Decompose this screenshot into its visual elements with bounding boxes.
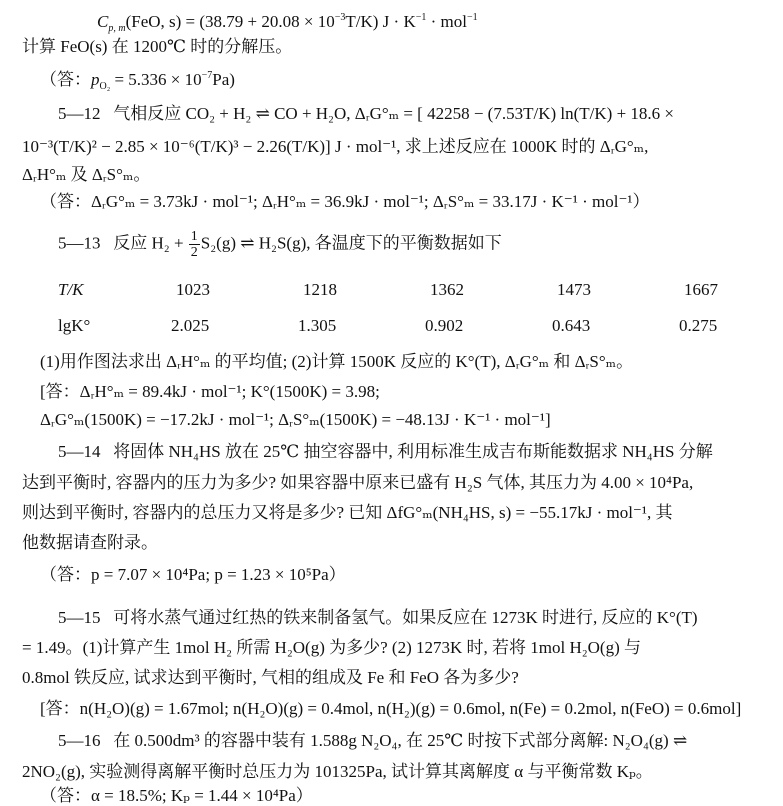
cp-unit-mol: · mol bbox=[426, 12, 467, 31]
answer-value: = 5.336 × 10 bbox=[110, 70, 202, 89]
problem-number: 5—13 bbox=[58, 233, 101, 253]
problem-5-12-line-3: ΔᵣH°ₘ 及 ΔᵣS°ₘ。 bbox=[22, 165, 151, 184]
cp-tail: T/K) J · K bbox=[345, 12, 416, 31]
problem-5-15-answer: [答：n(H₂O)(g) = 1.67mol; n(H₂O)(g) = 0.4mol, n(H₂)(g) = 0.6mol, n(Fe) = 0.2mol, n(FeO) = 0.6mol] bbox=[40, 699, 742, 718]
table-cell-lgk-2: 1.305 bbox=[298, 316, 337, 335]
answer-subscript: O₂ bbox=[99, 81, 111, 92]
table-cell-t-1: 1023 bbox=[176, 280, 210, 299]
cp-unit-exp2: −1 bbox=[466, 12, 478, 23]
answer-variable: p bbox=[91, 70, 100, 89]
problem-5-12-answer: （答：ΔᵣG°ₘ = 3.73kJ · mol⁻¹; ΔᵣH°ₘ = 36.9kJ · mol⁻¹; ΔᵣS°ₘ = 33.17J · K⁻¹ · mol⁻¹） bbox=[40, 192, 650, 211]
problem-number: 5—16 bbox=[58, 731, 101, 750]
table-cell-t-5: 1667 bbox=[684, 280, 718, 299]
cp-expression: (38.79 + 20.08 × 10 bbox=[199, 12, 335, 31]
answer-exponent: −7 bbox=[201, 70, 213, 81]
problem-5-13-answer-1: [答：ΔᵣH°ₘ = 89.4kJ · mol⁻¹; K°(1500K) = 3.98; bbox=[40, 382, 380, 401]
problem-5-16-line-2: 2NO₂(g), 实验测得离解平衡时总压力为 101325Pa, 试计算其离解度 α 与平衡常数 Kₚ。 bbox=[22, 762, 653, 781]
problem-5-13-line-1 bbox=[58, 229, 502, 260]
problem-5-13-questions: (1)用作图法求出 ΔᵣH°ₘ 的平均值; (2)计算 1500K 反应的 K°(T), ΔᵣG°ₘ 和 ΔᵣS°ₘ。 bbox=[40, 352, 634, 371]
table-cell-lgk-1: 2.025 bbox=[171, 316, 210, 335]
problem-text: 在 0.500dm³ 的容器中装有 1.588g N₂O₄, 在 25℃ 时按下式部分离解: N₂O₄(g) ⇌ bbox=[113, 731, 688, 750]
problem-text: 气相反应 CO₂ + H₂ ⇌ CO + H₂O, ΔᵣG°ₘ = [ 42258 − (7.53T/K) ln(T/K) + 18.6 × bbox=[113, 104, 674, 123]
problem-text-post: S₂(g) ⇌ H₂S(g), 各温度下的平衡数据如下 bbox=[200, 233, 502, 253]
problem-5-15-line-2: = 1.49。(1)计算产生 1mol H₂ 所需 H₂O(g) 为多少? (2) 1273K 时, 若将 1mol H₂O(g) 与 bbox=[22, 638, 642, 657]
problem-5-14-answer: （答：p = 7.07 × 10⁴Pa; p = 1.23 × 10⁵Pa） bbox=[40, 565, 346, 584]
table-cell-t-4: 1473 bbox=[557, 280, 591, 299]
cp-subscript: p, m bbox=[108, 23, 126, 34]
table-header-lgk: lgK° bbox=[58, 316, 91, 335]
table-cell-lgk-4: 0.643 bbox=[552, 316, 591, 335]
problem-5-12-line-2: 10⁻³(T/K)² − 2.85 × 10⁻⁶(T/K)³ − 2.26(T/K)] J · mol⁻¹, 求上述反应在 1000K 时的 ΔᵣG°ₘ, bbox=[22, 137, 649, 156]
problem-text-pre: 反应 H₂ + bbox=[113, 233, 188, 253]
fraction-one-half bbox=[189, 229, 200, 260]
heat-capacity-formula bbox=[97, 12, 478, 32]
problem-number: 5—14 bbox=[58, 442, 101, 461]
cp-species: (FeO, s) = bbox=[125, 12, 200, 31]
intro-question: 计算 FeO(s) 在 1200℃ 时的分解压。 bbox=[22, 37, 293, 56]
answer-prefix: （答： bbox=[40, 70, 91, 89]
problem-5-14-line-2: 达到平衡时, 容器内的压力为多少? 如果容器中原来已盛有 H₂S 气体, 其压力为 4.00 × 10⁴Pa, bbox=[22, 473, 694, 492]
problem-number: 5—15 bbox=[58, 608, 101, 627]
problem-5-12-line-1 bbox=[58, 104, 674, 124]
table-cell-lgk-5: 0.275 bbox=[679, 316, 718, 335]
intro-answer bbox=[40, 70, 235, 90]
table-cell-lgk-3: 0.902 bbox=[425, 316, 464, 335]
table-header-temperature: T/K bbox=[58, 280, 84, 299]
cp-symbol: C bbox=[97, 12, 109, 31]
problem-5-14-line-1 bbox=[58, 442, 713, 462]
problem-5-15-line-3: 0.8mol 铁反应, 试求达到平衡时, 气相的组成及 Fe 和 FeO 各为多少? bbox=[22, 668, 519, 687]
table-cell-t-3: 1362 bbox=[430, 280, 464, 299]
problem-text: 可将水蒸气通过红热的铁来制备氢气。如果反应在 1273K 时进行, 反应的 K°(T) bbox=[113, 608, 698, 627]
problem-5-16-answer: （答：α = 18.5%; Kₚ = 1.44 × 10⁴Pa） bbox=[40, 786, 313, 805]
answer-suffix: Pa) bbox=[212, 70, 235, 89]
problem-5-15-line-1 bbox=[58, 608, 698, 628]
equilibrium-table bbox=[58, 280, 758, 340]
fraction-numerator: 1 bbox=[190, 229, 198, 244]
cp-unit-exp1: −1 bbox=[415, 12, 427, 23]
problem-5-16-line-1 bbox=[58, 731, 687, 751]
fraction-denominator: 2 bbox=[190, 245, 198, 260]
problem-number: 5—12 bbox=[58, 104, 101, 123]
cp-exponent: −3 bbox=[334, 12, 346, 23]
problem-5-14-line-4: 他数据请查附录。 bbox=[22, 533, 158, 552]
table-cell-t-2: 1218 bbox=[303, 280, 337, 299]
problem-5-13-answer-2: ΔᵣG°ₘ(1500K) = −17.2kJ · mol⁻¹; ΔᵣS°ₘ(1500K) = −48.13J · K⁻¹ · mol⁻¹] bbox=[40, 410, 551, 429]
problem-text: 将固体 NH₄HS 放在 25℃ 抽空容器中, 利用标准生成吉布斯能数据求 NH₄HS 分解 bbox=[113, 442, 713, 461]
problem-5-14-line-3: 则达到平衡时, 容器内的总压力又将是多少? 已知 ΔfG°ₘ(NH₄HS, s) = −55.17kJ · mol⁻¹, 其 bbox=[22, 503, 673, 522]
